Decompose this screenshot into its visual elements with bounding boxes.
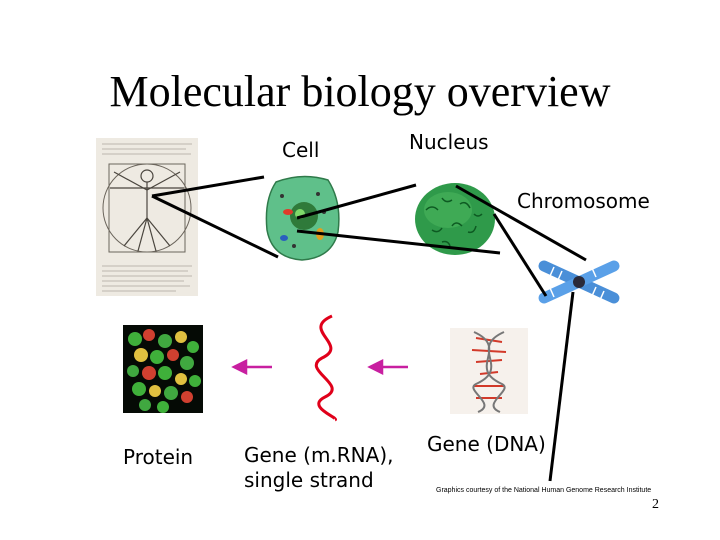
page-number: 2 (652, 497, 659, 512)
arrow-left-1 (234, 361, 272, 373)
slide-title: Molecular biology overview (109, 67, 611, 116)
nucleus-label: Nucleus (409, 130, 489, 154)
cell-label: Cell (282, 138, 320, 162)
graphics-credit: Graphics courtesy of the National Human Genome Research Institute (436, 487, 652, 494)
mrna-strand (316, 316, 335, 420)
gene-mrna-label-line2: single strand (244, 468, 374, 492)
arrow-left-2 (370, 361, 408, 373)
gene-mrna-label-line1: Gene (m.RNA), (244, 443, 394, 467)
gene-dna-label: Gene (DNA) (427, 432, 546, 456)
protein-label: Protein (123, 445, 194, 469)
chromosome-label: Chromosome (517, 189, 650, 213)
